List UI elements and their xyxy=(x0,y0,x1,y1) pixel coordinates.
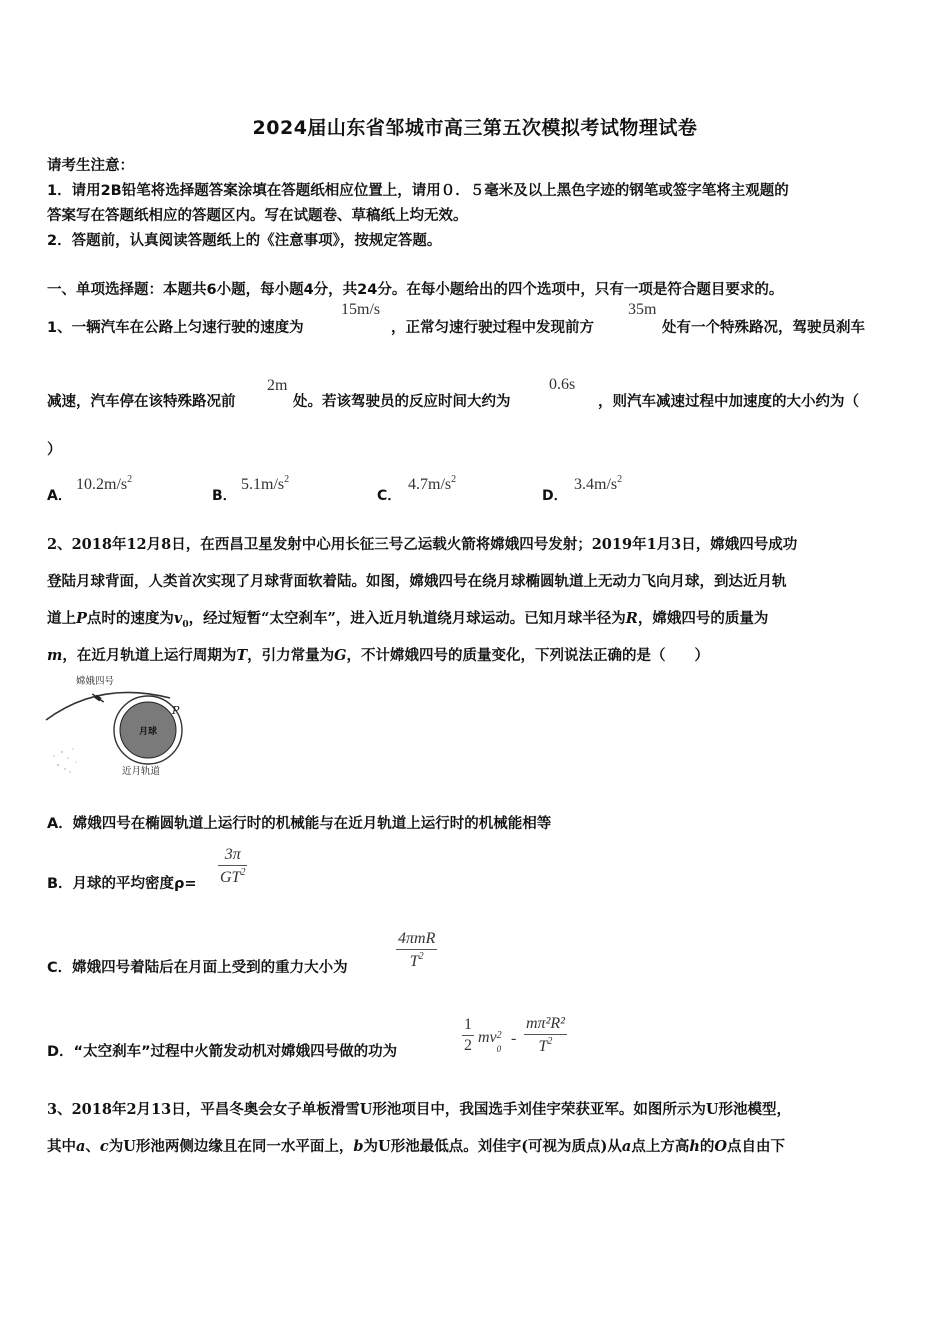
q2-option-a[interactable]: A．嫦娥四号在椭圆轨道上运行时的机械能与在近月轨道上运行时的机械能相等 xyxy=(47,816,552,832)
q1-text-4: 减速，汽车停在该特殊路况前 xyxy=(47,394,236,410)
moon-label: 月球 xyxy=(138,727,158,737)
point-p-label: P xyxy=(172,704,180,717)
option-label: D． xyxy=(542,488,568,504)
kinetic-term: mv 2 0 xyxy=(478,1029,502,1054)
option-value: $4.7m/s^2$ xyxy=(408,474,457,493)
option-label: C． xyxy=(377,488,402,504)
moon-orbit-figure xyxy=(40,670,200,785)
q2-line-2: 登陆月球背面，人类首次实现了月球背面软着陆。如图，嫦娥四号在绕月球椭圆轨道上无动力飞向月球，到达近月轨 xyxy=(47,573,787,590)
q3-line-1: 3、2018年2月13日，平昌冬奥会女子单板滑雪U形池项目中，我国选手刘佳宇荣获亚军。如图所示为U形池模型， xyxy=(47,1101,791,1118)
option-value: $3.4m/s^2$ xyxy=(574,474,623,493)
minus-sign: - xyxy=(511,1030,517,1047)
q2-option-b-text: B．月球的平均密度ρ= xyxy=(47,876,197,892)
q1-text-1: 1、一辆汽车在公路上匀速行驶的速度为 xyxy=(47,320,304,336)
q1-text-3: 处有一个特殊路况，驾驶员刹车 xyxy=(662,320,865,336)
speckle-decoration xyxy=(53,748,77,773)
option-value: $10.2m/s^2$ xyxy=(76,474,133,493)
q3-line-2: 其中a、c为U形池两侧边缘且在同一水平面上，b为U形池最低点。刘佳宇(可视为质点)从a点上方高h的O点自由下 xyxy=(47,1138,786,1155)
option-label: B． xyxy=(212,488,237,504)
page-title: 2024届山东省邹城市高三第五次模拟考试物理试卷 xyxy=(252,117,698,139)
probe-label: 嫦娥四号 xyxy=(76,676,115,687)
q2-option-d-text: D．“太空刹车”过程中火箭发动机对嫦娥四号做的功为 xyxy=(47,1044,398,1060)
q2-line-1: 2、2018年12月8日，在西昌卫星发射中心用长征三号乙运载火箭将嫦娥四号发射；2019年1月3日，嫦娥四号成功 xyxy=(47,536,798,553)
q1-stop-distance-value: 2m xyxy=(267,377,288,394)
half-fraction: 1 2 xyxy=(464,1016,472,1054)
q1-text-2: ，正常匀速行驶过程中发现前方 xyxy=(391,320,594,336)
q1-speed-value: 15m/s xyxy=(341,301,381,318)
notice-line-1: 1．请用2B铅笔将选择题答案涂填在答题纸相应位置上，请用０．５毫米及以上黑色字迹的钢笔或签字笔将主观题的 xyxy=(47,183,789,199)
q1-text-5: 处。若该驾驶员的反应时间大约为 xyxy=(293,394,511,410)
notice-heading: 请考生注意： xyxy=(47,158,134,174)
section-heading: 一、单项选择题：本题共6小题，每小题4分，共24分。在每小题给出的四个选项中，只有一项是符合题目要求的。 xyxy=(47,282,784,298)
q2-option-c-text: C．嫦娥四号着陆后在月面上受到的重力大小为 xyxy=(47,960,348,976)
notice-line-3: 2．答题前，认真阅读答题纸上的《注意事项》，按规定答题。 xyxy=(47,233,442,249)
notice-line-2: 答案写在答题纸相应的答题区内。写在试题卷、草稿纸上均无效。 xyxy=(47,208,468,224)
q1-distance-value: 35m xyxy=(628,301,657,318)
option-label: A． xyxy=(47,488,72,504)
q1-text-7: ） xyxy=(47,442,62,458)
q1-text-6: ，则汽车减速过程中加速度的大小约为（ xyxy=(598,394,859,410)
q2-line-4: m，在近月轨道上运行周期为T，引力常量为G，不计嫦娥四号的质量变化，下列说法正确的是（ ） xyxy=(47,647,710,664)
gravity-fraction: 4πmR $T^2$ xyxy=(398,930,436,970)
q2-line-3: 道上P点时的速度为$v_0$，经过短暂“太空刹车”，进入近月轨道绕月球运动。已知月球半径为R，嫦娥四号的质量为 xyxy=(47,610,769,630)
q1-reaction-time-value: 0.6s xyxy=(549,376,576,393)
energy-fraction: mπ²R² $T^2$ xyxy=(526,1015,565,1055)
orbit-label: 近月轨道 xyxy=(122,766,161,777)
density-fraction: 3π $GT^2$ xyxy=(220,846,246,886)
option-value: $5.1m/s^2$ xyxy=(241,474,290,493)
